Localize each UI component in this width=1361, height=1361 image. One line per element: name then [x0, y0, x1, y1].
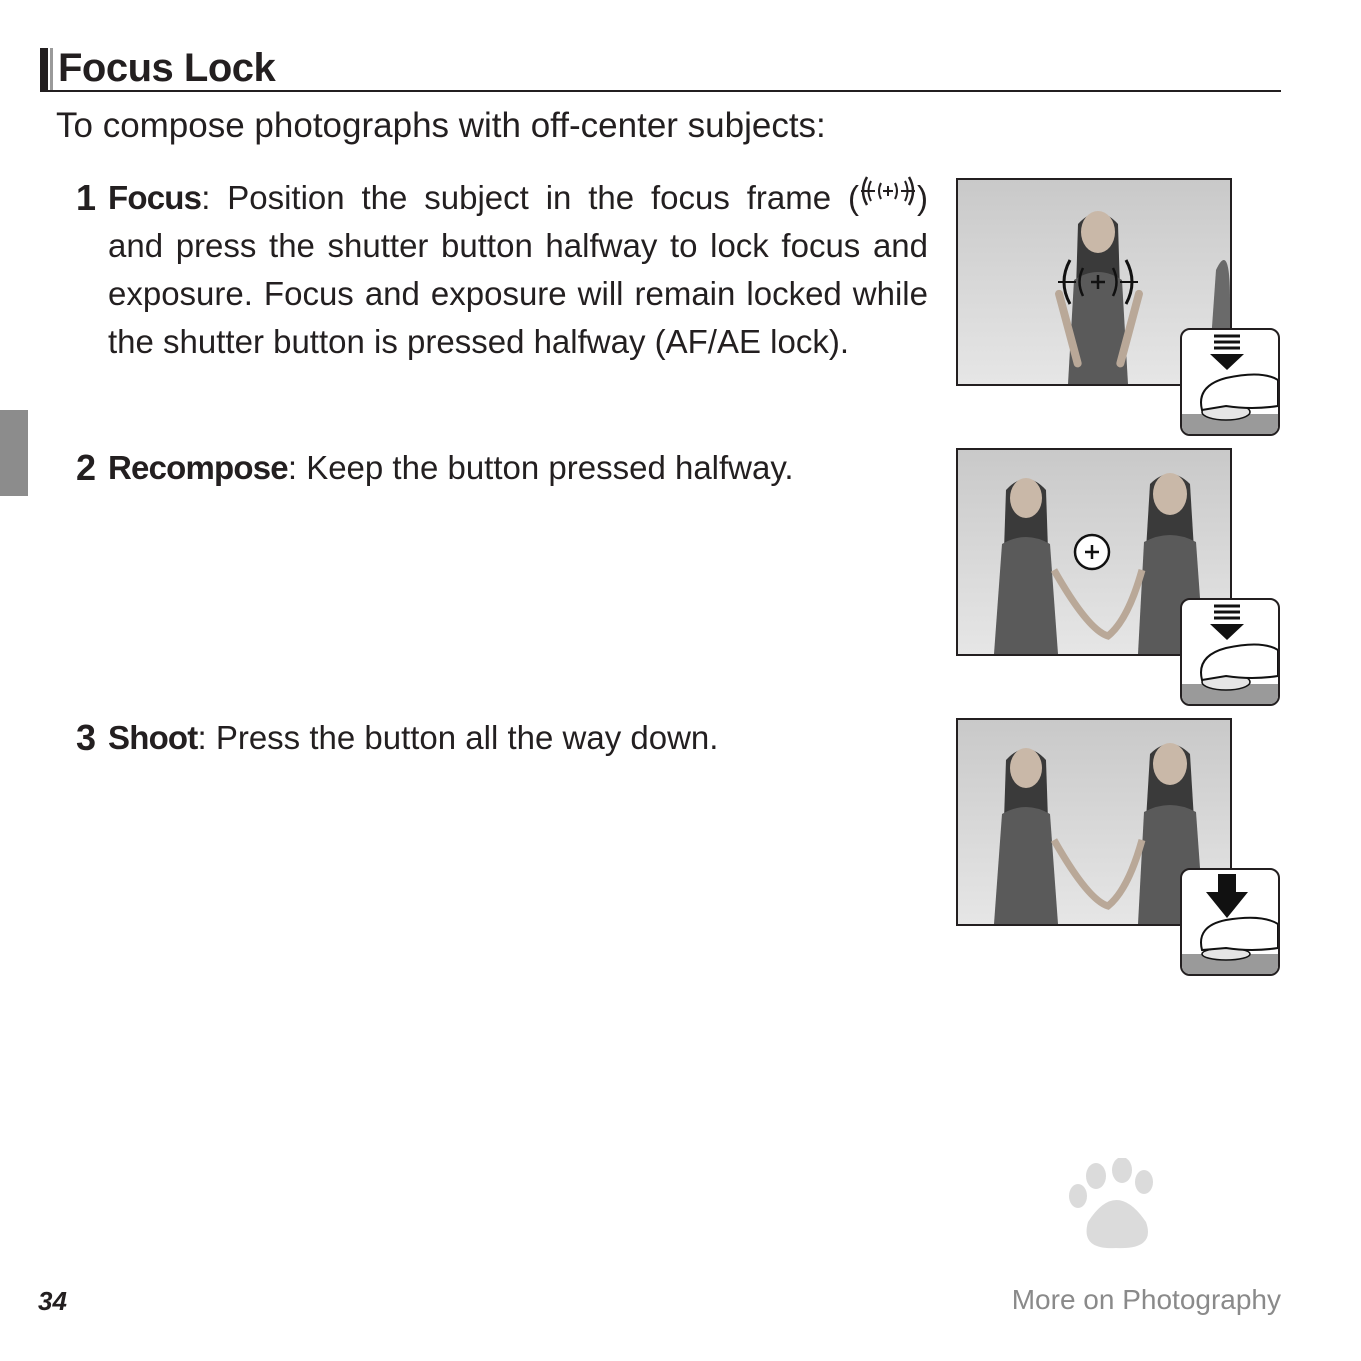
step-3 [76, 714, 928, 762]
intro-text: To compose photographs with off-center subjects: [56, 106, 826, 145]
illustration-recompose [956, 448, 1278, 704]
step-title: Shoot [108, 719, 198, 756]
more-on-photography-link[interactable]: More on Photography [1011, 1284, 1281, 1315]
step-text [108, 174, 928, 366]
step-text [108, 714, 928, 762]
page-number: 34 [38, 1286, 67, 1316]
step-1 [76, 174, 928, 366]
step-title: Recompose [108, 449, 288, 486]
step-title: Focus [108, 179, 202, 216]
step-number: 1 [76, 177, 97, 218]
step-2 [76, 444, 928, 492]
page-title: Focus Lock [58, 46, 276, 90]
step-number: 3 [76, 717, 97, 758]
step-body-before: : Position the subject in the focus frame ( [201, 179, 859, 216]
heading-bar-accent [50, 48, 53, 90]
step-body: : Keep the button pressed halfway. [287, 449, 794, 486]
illustration-focus [956, 178, 1278, 434]
focus-frame-icon [859, 173, 917, 222]
illustration-shoot [956, 718, 1278, 974]
shutter-half-press-icon [1180, 328, 1280, 436]
section-tab [0, 410, 28, 496]
step-text [108, 444, 928, 492]
shutter-half-press-icon [1180, 598, 1280, 706]
step-body: : Press the button all the way down. [197, 719, 719, 756]
shutter-full-press-icon [1180, 868, 1280, 976]
heading-bar [40, 48, 48, 90]
step-body-after: ) and press the shutter button halfway to lock focus and exposure. Focus and exposure will remain locked while the shutter button is pressed halfway (AF/AE lock). [108, 179, 928, 360]
heading-rule [40, 44, 1281, 92]
step-number: 2 [76, 447, 97, 488]
